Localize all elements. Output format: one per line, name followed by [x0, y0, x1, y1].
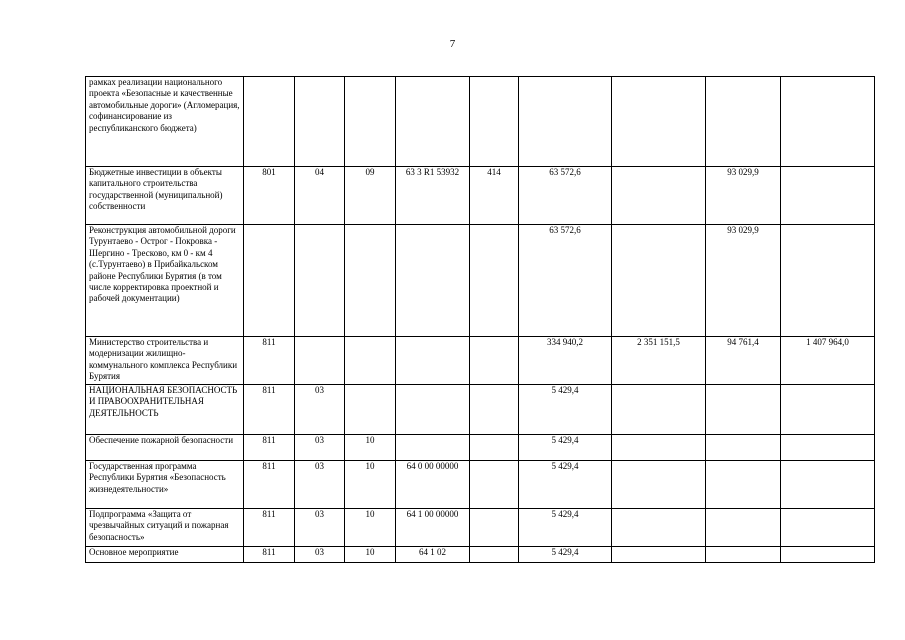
subsection-code-cell [345, 337, 396, 385]
amount-1-cell: 5 429,4 [519, 385, 612, 435]
page-number: 7 [449, 38, 456, 50]
gr-code-cell: 811 [244, 435, 295, 461]
amount-4-cell [781, 77, 875, 167]
table-row [86, 385, 875, 435]
amount-3-cell: 93 029,9 [706, 167, 781, 225]
subsection-code-cell: 10 [345, 461, 396, 509]
amount-3-cell [706, 435, 781, 461]
section-code-cell: 03 [295, 435, 345, 461]
amount-4-cell [781, 435, 875, 461]
row-name-cell: Обеспечение пожарной безопасности [86, 435, 244, 461]
section-code-cell [295, 225, 345, 337]
amount-3-cell [706, 77, 781, 167]
expense-type-cell [470, 435, 519, 461]
gr-code-cell [244, 225, 295, 337]
table-row [86, 435, 875, 461]
expense-type-cell [470, 461, 519, 509]
gr-code-cell: 811 [244, 337, 295, 385]
target-article-cell [396, 435, 470, 461]
section-code-cell [295, 77, 345, 167]
amount-2-cell [612, 167, 706, 225]
expense-type-cell [470, 225, 519, 337]
amount-4-cell [781, 225, 875, 337]
table-row [86, 167, 875, 225]
section-code-cell: 03 [295, 509, 345, 547]
amount-3-cell [706, 385, 781, 435]
amount-3-cell: 94 761,4 [706, 337, 781, 385]
amount-2-cell [612, 435, 706, 461]
target-article-cell [396, 225, 470, 337]
expense-type-cell [470, 337, 519, 385]
subsection-code-cell: 10 [345, 509, 396, 547]
table-row [86, 225, 875, 337]
amount-1-cell: 5 429,4 [519, 509, 612, 547]
row-name-cell: НАЦИОНАЛЬНАЯ БЕЗОПАСНОСТЬ И ПРАВООХРАНИТЕЛЬНАЯ ДЕЯТЕЛЬНОСТЬ [86, 385, 244, 435]
amount-2-cell [612, 385, 706, 435]
subsection-code-cell: 10 [345, 547, 396, 563]
amount-2-cell [612, 77, 706, 167]
section-code-cell [295, 337, 345, 385]
section-code-cell: 03 [295, 461, 345, 509]
amount-3-cell [706, 547, 781, 563]
section-code-cell: 03 [295, 385, 345, 435]
expense-type-cell [470, 547, 519, 563]
amount-3-cell [706, 461, 781, 509]
target-article-cell: 64 1 02 [396, 547, 470, 563]
expense-type-cell [470, 509, 519, 547]
amount-4-cell [781, 167, 875, 225]
amount-2-cell: 2 351 151,5 [612, 337, 706, 385]
amount-1-cell: 5 429,4 [519, 435, 612, 461]
amount-1-cell: 334 940,2 [519, 337, 612, 385]
row-name-cell: рамках реализации национального проекта «Безопасные и качественные автомобильные дороги» (Агломерация, софинансирование из республиканского бюджета) [86, 77, 244, 167]
amount-4-cell [781, 547, 875, 563]
section-code-cell: 03 [295, 547, 345, 563]
amount-2-cell [612, 547, 706, 563]
amount-2-cell [612, 509, 706, 547]
amount-1-cell: 5 429,4 [519, 461, 612, 509]
gr-code-cell: 811 [244, 385, 295, 435]
amount-4-cell: 1 407 964,0 [781, 337, 875, 385]
row-name-cell: Бюджетные инвестиции в объекты капитального строительства государственной (муниципальной) собственности [86, 167, 244, 225]
gr-code-cell: 811 [244, 461, 295, 509]
subsection-code-cell: 09 [345, 167, 396, 225]
gr-code-cell: 801 [244, 167, 295, 225]
amount-4-cell [781, 461, 875, 509]
amount-1-cell: 63 572,6 [519, 225, 612, 337]
table-row [86, 547, 875, 563]
subsection-code-cell: 10 [345, 435, 396, 461]
amount-2-cell [612, 461, 706, 509]
gr-code-cell: 811 [244, 547, 295, 563]
target-article-cell: 64 1 00 00000 [396, 509, 470, 547]
amount-3-cell [706, 509, 781, 547]
amount-1-cell [519, 77, 612, 167]
amount-4-cell [781, 385, 875, 435]
amount-3-cell: 93 029,9 [706, 225, 781, 337]
amount-4-cell [781, 509, 875, 547]
expense-type-cell [470, 77, 519, 167]
row-name-cell: Подпрограмма «Защита от чрезвычайных ситуаций и пожарная безопасность» [86, 509, 244, 547]
table-row [86, 337, 875, 385]
budget-table [85, 76, 875, 563]
subsection-code-cell [345, 385, 396, 435]
subsection-code-cell [345, 77, 396, 167]
table-row [86, 77, 875, 167]
target-article-cell [396, 337, 470, 385]
target-article-cell [396, 77, 470, 167]
section-code-cell: 04 [295, 167, 345, 225]
expense-type-cell: 414 [470, 167, 519, 225]
expense-type-cell [470, 385, 519, 435]
subsection-code-cell [345, 225, 396, 337]
amount-2-cell [612, 225, 706, 337]
table-row [86, 461, 875, 509]
target-article-cell [396, 385, 470, 435]
table-row [86, 509, 875, 547]
target-article-cell: 63 3 R1 53932 [396, 167, 470, 225]
gr-code-cell: 811 [244, 509, 295, 547]
row-name-cell: Основное мероприятие [86, 547, 244, 563]
target-article-cell: 64 0 00 00000 [396, 461, 470, 509]
row-name-cell: Министерство строительства и модернизации жилищно-коммунального комплекса Республики Бурятия [86, 337, 244, 385]
amount-1-cell: 5 429,4 [519, 547, 612, 563]
amount-1-cell: 63 572,6 [519, 167, 612, 225]
row-name-cell: Реконструкция автомобильной дороги Турунтаево - Острог - Покровка - Шергино - Тресково, км 0 - км 4 (с.Турунтаево) в Прибайкальском районе Республики Бурятия (в том числе корректировка проектной и рабочей документации) [86, 225, 244, 337]
row-name-cell: Государственная программа Республики Бурятия «Безопасность жизнедеятельности» [86, 461, 244, 509]
gr-code-cell [244, 77, 295, 167]
